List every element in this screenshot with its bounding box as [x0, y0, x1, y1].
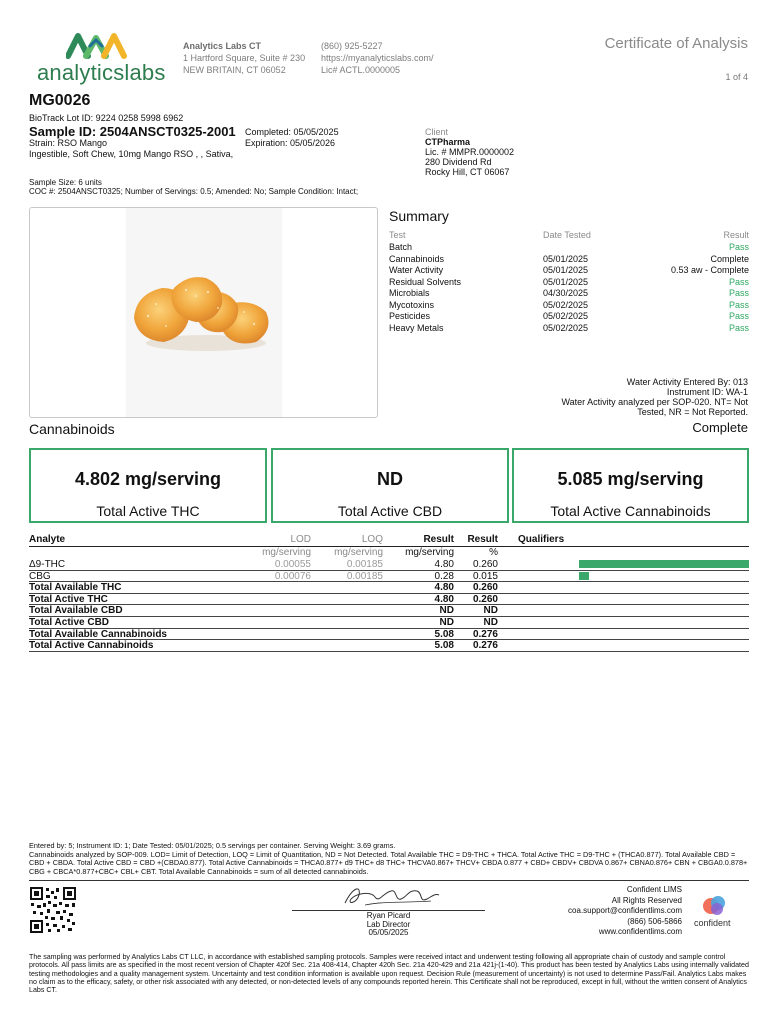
analyte-result-pct: ND — [483, 605, 498, 617]
total-active-cannabinoids-box — [512, 448, 749, 523]
analyte-row — [29, 605, 749, 617]
col-analyte: Analyte — [29, 534, 66, 545]
wa-note: Water Activity analyzed per SOP-020. NT= Not — [561, 397, 748, 407]
analyte-name: Total Active CBD — [29, 617, 110, 628]
summary-row — [389, 288, 749, 300]
matrix: Ingestible, Soft Chew, 10mg Mango RSO , , Sativa, — [29, 149, 234, 159]
lab-info — [183, 40, 305, 76]
client-label: Client — [425, 127, 449, 137]
analyte-lod: 0.00055 — [274, 559, 311, 570]
signer-info — [292, 912, 485, 938]
lims-name: Confident LIMS — [626, 885, 682, 894]
signer-name: Ryan Picard — [366, 911, 411, 920]
analyte-row — [29, 582, 749, 594]
summary-row — [389, 311, 749, 323]
summary-test: Cannabinoids — [389, 253, 445, 264]
analyte-result: 5.08 — [434, 640, 454, 652]
summary-test: Heavy Metals — [389, 322, 444, 333]
analyte-name: Total Available Cannabinoids — [29, 628, 167, 640]
lims-website-link[interactable]: www.confidentlims.com — [598, 927, 682, 936]
client-license: Lic. # MMPR.0000002 — [425, 147, 515, 157]
summary-title: Summary — [389, 208, 449, 224]
sample-dates — [245, 127, 339, 149]
sample-id: Sample ID: 2504ANSCT0325-2001 — [29, 124, 236, 139]
summary-date: 05/01/2025 — [543, 276, 589, 287]
client-info — [425, 127, 514, 177]
wa-note: Tested, NR = Not Reported. — [637, 407, 748, 417]
qualifier-bar — [579, 572, 589, 580]
col-qualifiers: Qualifiers — [518, 534, 565, 545]
summary-row — [389, 323, 749, 335]
summary-col-test: Test — [389, 229, 406, 240]
expiration-date: Expiration: 05/05/2026 — [245, 138, 336, 148]
sample-code: MG0026 — [29, 92, 91, 109]
summary-result: 0.53 aw - Complete — [670, 265, 749, 275]
cannabinoids-status: Complete — [692, 420, 748, 435]
sample-size: Sample Size: 6 units — [29, 178, 102, 187]
analyte-units-row — [29, 547, 749, 558]
analyte-result-pct: 0.260 — [472, 582, 498, 594]
summary-test: Microbials — [389, 288, 430, 298]
lims-email-link[interactable]: coa.support@confidentlims.com — [568, 906, 682, 915]
analyte-loq: 0.00185 — [346, 570, 383, 582]
analyte-result: 4.80 — [434, 593, 454, 605]
lab-address-2: NEW BRITAIN, CT 06052 — [183, 65, 286, 75]
summary-test: Mycotoxins — [389, 299, 435, 310]
lab-phone: (860) 925-5227 — [321, 41, 383, 51]
signer-title: Lab Director — [366, 919, 411, 929]
footer-divider — [29, 880, 749, 881]
analyte-result: 0.28 — [434, 570, 454, 582]
footer-note-1: Entered by: 5; Instrument ID: 1; Date Tested: 05/01/2025; 0.5 servings per container. Serving Weight: 3.69 grams. — [29, 841, 396, 850]
summary-date: 04/30/2025 — [543, 288, 589, 298]
biotrack-lot-id: BioTrack Lot ID: 9224 0258 5998 6962 — [29, 113, 184, 123]
lims-info — [520, 885, 682, 938]
analyte-result-pct: 0.260 — [472, 593, 498, 605]
summary-result: Complete — [710, 253, 749, 264]
brand-wordmark: analyticslabs — [37, 60, 166, 85]
summary-result: Pass — [728, 288, 749, 298]
qualifier-bar — [579, 560, 749, 568]
lab-license: Lic# ACTL.0000005 — [321, 65, 401, 75]
summary-row — [389, 242, 749, 254]
lab-contact — [321, 40, 434, 76]
analyte-result: 4.80 — [434, 559, 454, 570]
analyte-row — [29, 594, 749, 606]
strain-info — [29, 138, 233, 160]
summary-result: Pass — [728, 276, 749, 287]
analyte-loq: 0.00185 — [346, 559, 383, 570]
sample-size-info — [29, 178, 358, 196]
analyte-result-pct: 0.260 — [472, 559, 498, 570]
summary-header-row — [389, 229, 749, 242]
client-address-1: 280 Dividend Rd — [425, 157, 492, 167]
summary-result: Pass — [728, 242, 749, 252]
col-result-pct: Result — [467, 534, 498, 545]
summary-test: Water Activity — [389, 265, 444, 275]
coc-info: COC #: 2504ANSCT0325; Number of Servings: 0.5; Amended: No; Sample Condition: Intact; — [29, 187, 359, 196]
analyte-result: ND — [439, 617, 454, 628]
summary-date: 05/02/2025 — [543, 299, 589, 310]
analyte-row — [29, 617, 749, 629]
analyte-name: Total Active Cannabinoids — [29, 640, 154, 652]
analyte-result-pct: ND — [483, 617, 498, 628]
total-value: 4.802 mg/serving — [74, 469, 222, 489]
summary-table — [389, 229, 749, 334]
summary-col-date: Date Tested — [543, 229, 591, 240]
cannabinoids-title: Cannabinoids — [29, 421, 115, 437]
col-lod: LOD — [290, 534, 311, 545]
analyte-row — [29, 559, 749, 571]
lab-name: Analytics Labs CT — [183, 41, 262, 51]
confident-wordmark: confident — [694, 918, 731, 928]
summary-row — [389, 265, 749, 277]
summary-test: Residual Solvents — [389, 276, 462, 287]
confident-logo-icon — [701, 894, 729, 918]
total-active-cbd-box — [271, 448, 509, 523]
lab-website-link[interactable]: https://myanalyticslabs.com/ — [321, 53, 434, 63]
analyte-result-pct: 0.015 — [472, 570, 498, 582]
summary-row — [389, 300, 749, 312]
analyte-result-pct: 0.276 — [472, 640, 498, 652]
water-activity-notes — [562, 377, 749, 417]
summary-date: 05/02/2025 — [543, 311, 589, 321]
summary-date: 05/01/2025 — [543, 265, 589, 275]
unit-lod: mg/serving — [262, 547, 311, 558]
summary-date — [543, 242, 653, 254]
total-active-thc-box — [29, 448, 267, 523]
client-name: CTPharma — [425, 137, 471, 147]
analyte-row — [29, 640, 749, 652]
summary-date: 05/02/2025 — [543, 322, 589, 333]
qr-code-icon[interactable] — [29, 886, 77, 934]
lims-phone: (866) 506-5866 — [627, 916, 682, 926]
analyte-lod: 0.00076 — [274, 570, 311, 582]
analytics-labs-logo-icon — [66, 30, 136, 60]
page-number: 1 of 4 — [725, 72, 748, 82]
analyte-name: Total Available CBD — [29, 605, 123, 617]
summary-result: Pass — [728, 311, 749, 321]
total-label: Total Active Cannabinoids — [550, 503, 711, 519]
footer-note-2: Cannabinoids analyzed by SOP-009. LOD= Limit of Detection, LOQ = Limit of Quantitation, ND = Not Detected. Total Available THC = D9-THC + THCA. Total Active THC = D9-THC + (THCA0.877). Total Available CBD = CBD + CBDA. Total Active CBD = CBD +(CBDA0.877). Total Active Cannabinoids = THCA0.877+ d9 THC+ d8 THC+ THCVA0.867+ THCV+ CBDA 0.877 + CBD+ CBDV+ CBDVA 0.867+ CBNA0.876+ CBN + CBGA0.0.878+ CBG + CBCA*0.877+CBC+ CBL+ CBT. Total Available Cannabinoids = sum of all detected cannabinoids. — [29, 849, 748, 876]
total-value: 5.085 mg/serving — [557, 469, 704, 489]
total-value: ND — [377, 469, 403, 489]
analyte-result: 4.80 — [434, 582, 454, 594]
col-result: Result — [423, 534, 454, 545]
gummy-image-icon — [126, 208, 282, 417]
wa-note: Instrument ID: WA-1 — [666, 387, 748, 397]
analyte-row — [29, 629, 749, 641]
analyte-table-header — [29, 534, 749, 547]
wa-note: Water Activity Entered By: 013 — [626, 377, 748, 387]
footer-notes — [29, 842, 749, 876]
summary-date: 05/01/2025 — [543, 253, 589, 264]
completed-date: Completed: 05/05/2025 — [245, 127, 339, 137]
unit-pct: % — [489, 547, 498, 558]
signature-icon — [335, 883, 445, 909]
total-label: Total Active THC — [96, 503, 200, 519]
document-title: Certificate of Analysis — [604, 35, 748, 52]
summary-test: Pesticides — [389, 311, 431, 321]
product-photo — [29, 207, 378, 418]
unit-loq: mg/serving — [334, 547, 383, 558]
analyte-result: 5.08 — [434, 628, 454, 640]
analyte-name: CBG — [29, 570, 51, 582]
summary-result: Pass — [728, 299, 749, 310]
analyte-result-pct: 0.276 — [472, 628, 498, 640]
lab-address-1: 1 Hartford Square, Suite # 230 — [183, 53, 306, 63]
summary-row — [389, 254, 749, 266]
analyte-name: Total Available THC — [29, 582, 122, 594]
sign-date: 05/05/2025 — [368, 928, 409, 937]
client-address-2: Rocky Hill, CT 06067 — [425, 167, 510, 177]
analyte-result: ND — [439, 605, 454, 617]
lims-rights: All Rights Reserved — [611, 895, 682, 905]
summary-row — [389, 277, 749, 289]
analyte-name: Δ9-THC — [29, 559, 66, 570]
col-loq: LOQ — [361, 534, 383, 545]
summary-test: Batch — [389, 242, 413, 252]
disclaimer: The sampling was performed by Analytics Labs CT LLC, in accordance with established sampling protocols. Samples were received intact and underwent testing following all appropriate chain of custody and sample control protocols. All pass limits are as specified in the most recent version of Chapter 420f Sec. 21a 408-414, Chapter 420h Sec. 21a 420-429 and 21a 421j-(1-40). This product has been tested by Analytics Labs using internally validated testing methodologies and a quality management system. Uncertainty and test condition information is available upon request. Decision Rule (measurement of uncertainty) is not used to determine Pass/Fail. Analytics Labs makes no claim as to the efficacy, safety, or other risk associated with any detected, or non-detected levels of any compounds reported herein. This Certificate shall not be reproduced, except in full, without the written consent of Analytics Labs CT. — [29, 953, 749, 995]
summary-result: Pass — [728, 322, 749, 333]
analyte-row — [29, 571, 749, 583]
strain: Strain: RSO Mango — [29, 138, 108, 148]
unit-result: mg/serving — [405, 547, 454, 558]
total-label: Total Active CBD — [337, 503, 443, 519]
summary-col-result: Result — [723, 229, 749, 240]
analyte-name: Total Active THC — [29, 593, 108, 605]
